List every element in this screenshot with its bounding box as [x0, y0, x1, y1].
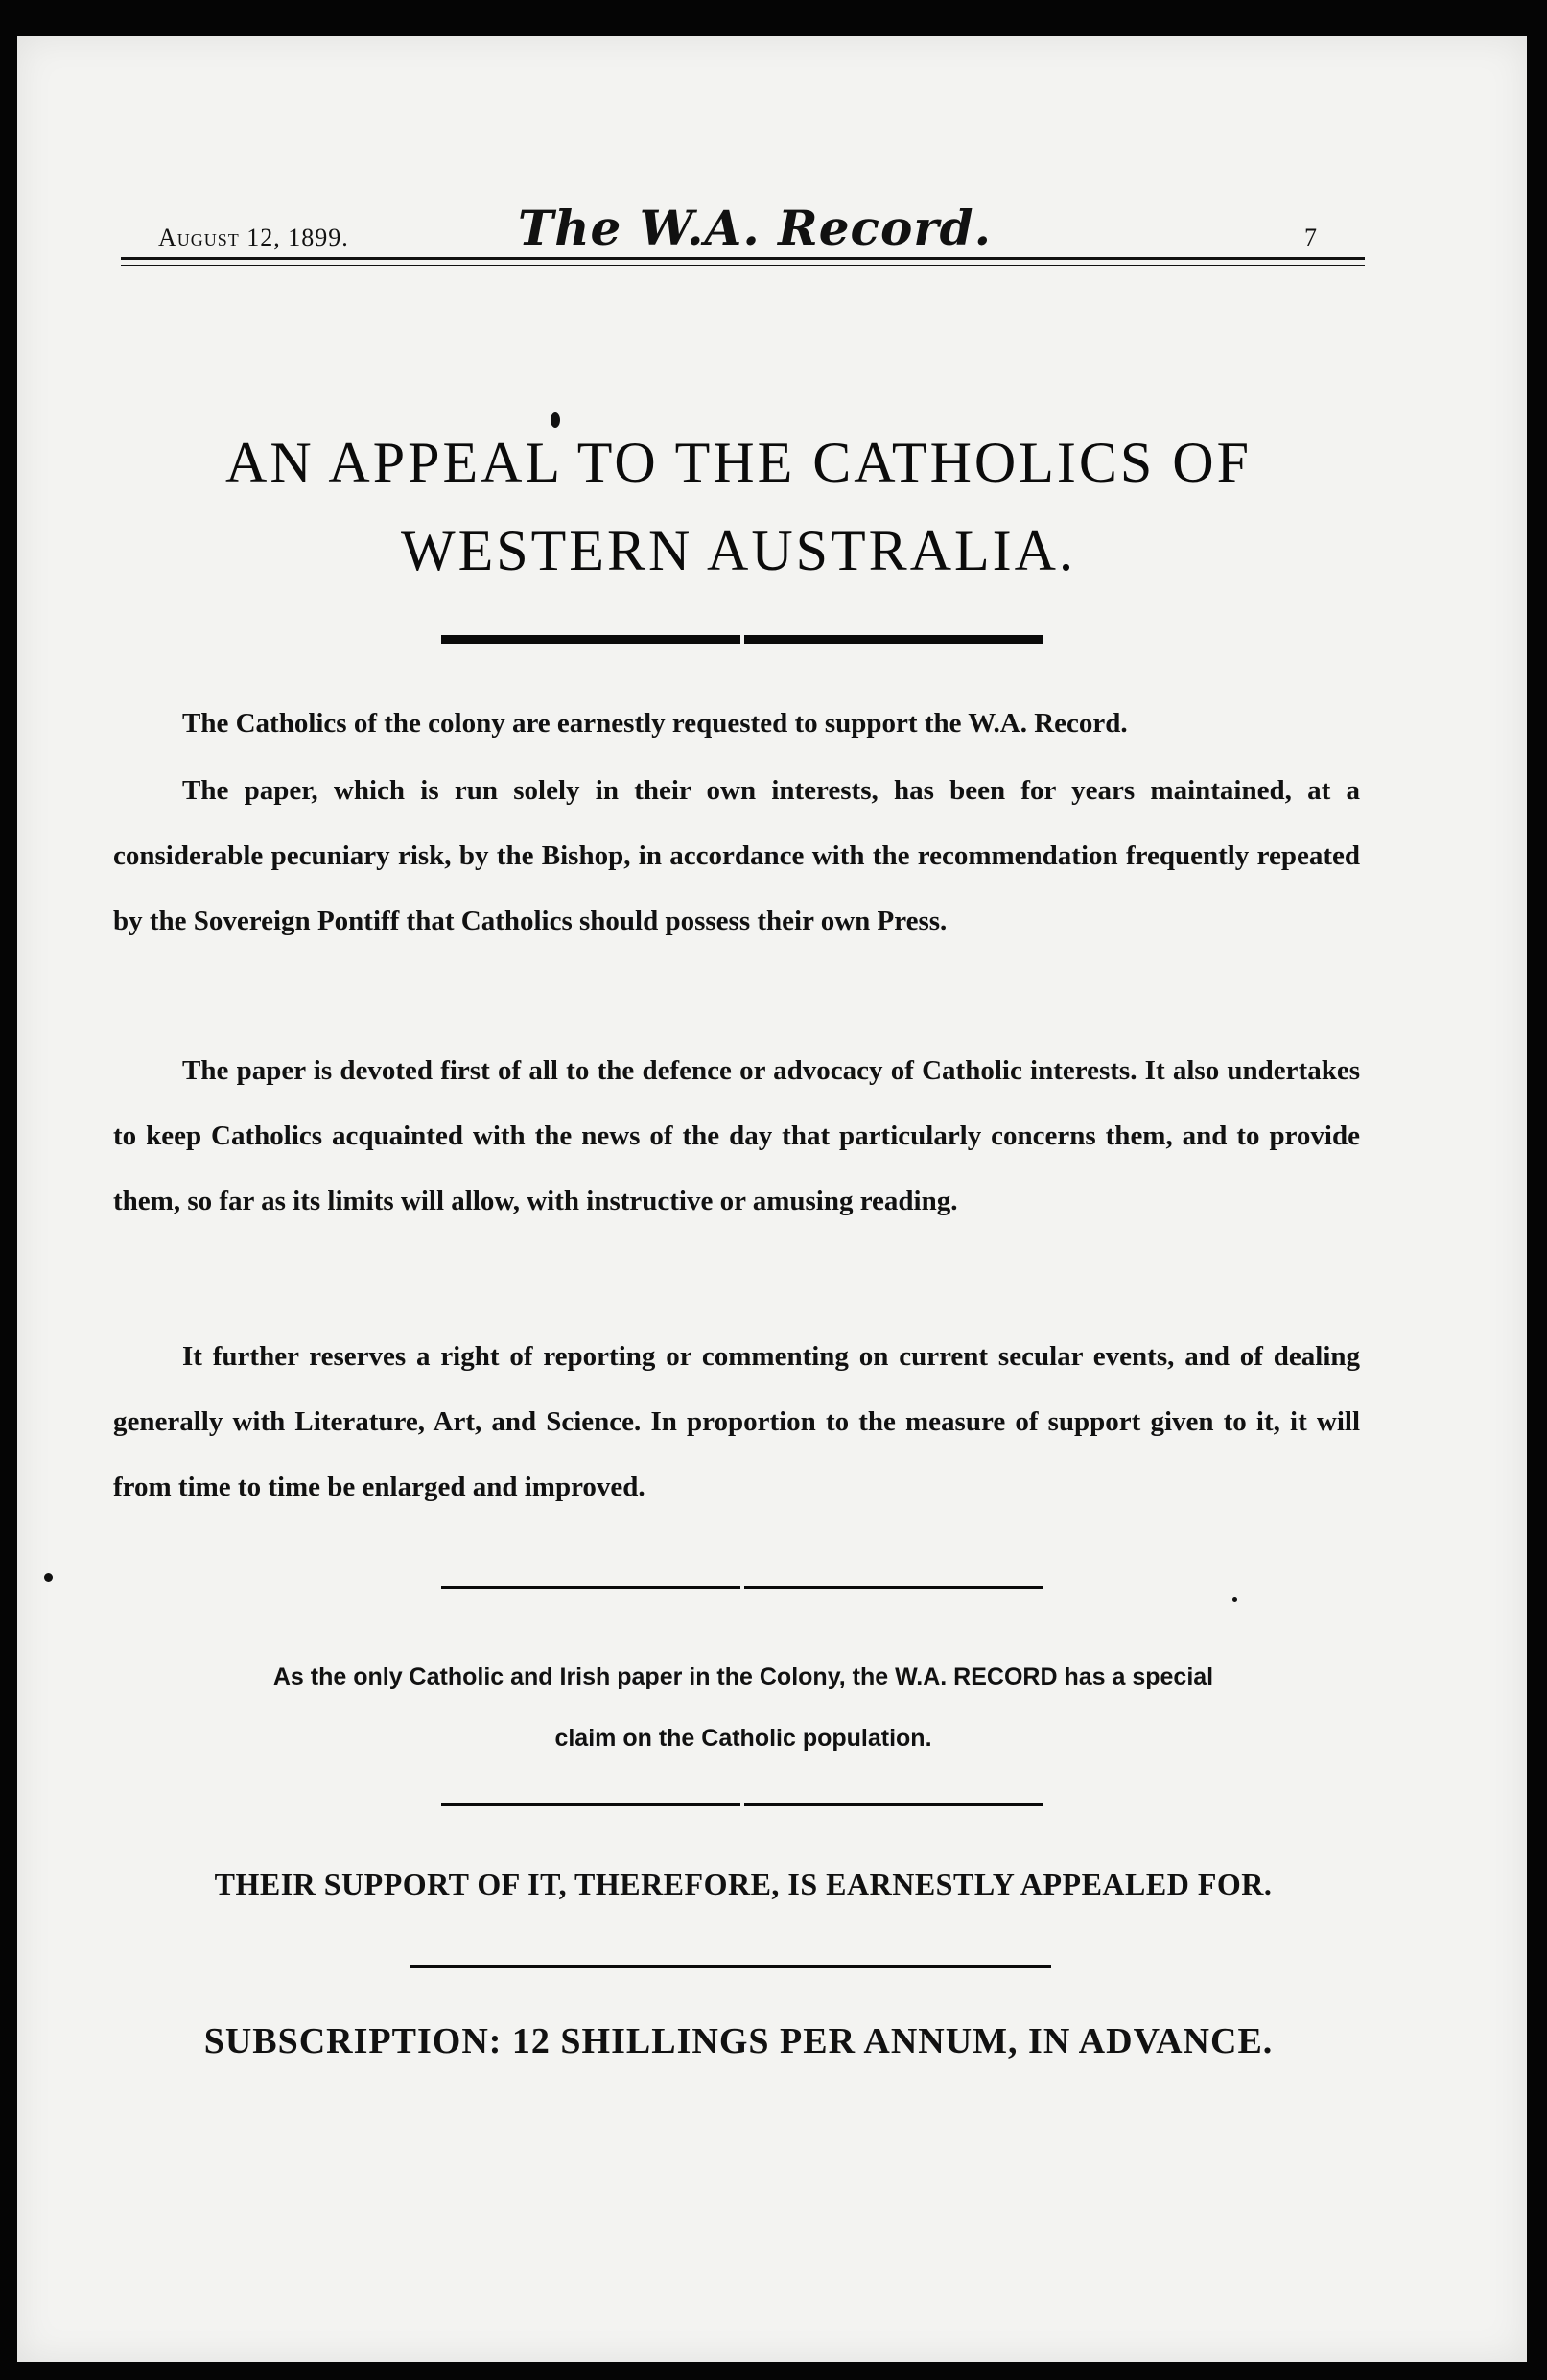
- paragraph-text: The paper is devoted first of all to the defence or advocacy of Catholic interests. It also undertakes to keep Catholics acquainted with the news of the day that particularly concerns them, and to provide them, so far as its limits will allow, with instructive or amusing reading.: [113, 1055, 1360, 1216]
- subscription-line: SUBSCRIPTION: 12 SHILLINGS PER ANNUM, IN ADVANCE.: [203, 2021, 1274, 2062]
- scan-speck: [44, 1573, 53, 1582]
- headline-line-2: WESTERN AUSTRALIA.: [401, 519, 1076, 582]
- paragraph-text: It further reserves a right of reporting or commenting on current secular events, and of dealing generally with Literature, Art, and Science. In proportion to the measure of support given to it, it will from time to time be enlarged and improved.: [113, 1341, 1360, 1502]
- header-rule: [121, 257, 1365, 260]
- body-paragraph-1: [113, 691, 1360, 756]
- header-rule-thin: [121, 265, 1365, 266]
- divider-right: [744, 1586, 1043, 1589]
- body-paragraph-2: [113, 758, 1360, 954]
- issue-date: August 12, 1899.: [158, 224, 349, 251]
- divider-left: [441, 1586, 740, 1589]
- paragraph-text: The Catholics of the colony are earnestly requested to support the W.A. Record.: [182, 708, 1128, 739]
- notice-line-2: claim on the Catholic population.: [554, 1725, 932, 1752]
- headline-bar-left: [441, 635, 740, 644]
- divider-left-2: [441, 1803, 740, 1806]
- scan-speck: [551, 412, 560, 428]
- masthead-title: The W.A. Record.: [518, 200, 993, 256]
- body-paragraph-3: [113, 1038, 1360, 1234]
- paragraph-text: The paper, which is run solely in their own interests, has been for years maintained, at a considerable pecuniary risk, by the Bishop, in accordance with the recommendation frequently repeated by the Sovereign Pontiff that Catholics should possess their own Press.: [113, 775, 1360, 936]
- appeal-rule: [410, 1965, 1051, 1968]
- appeal-line: THEIR SUPPORT OF IT, THEREFORE, IS EARNESTLY APPEALED FOR.: [214, 1867, 1273, 1901]
- body-paragraph-4: [113, 1324, 1360, 1520]
- headline-bar-right: [744, 635, 1043, 644]
- headline-line-1: AN APPEAL TO THE CATHOLICS OF: [225, 431, 1252, 494]
- page-number: 7: [1304, 224, 1317, 251]
- notice-line-1: As the only Catholic and Irish paper in the Colony, the W.A. RECORD has a special: [272, 1663, 1214, 1690]
- scan-speck: [1232, 1597, 1237, 1602]
- divider-right-2: [744, 1803, 1043, 1806]
